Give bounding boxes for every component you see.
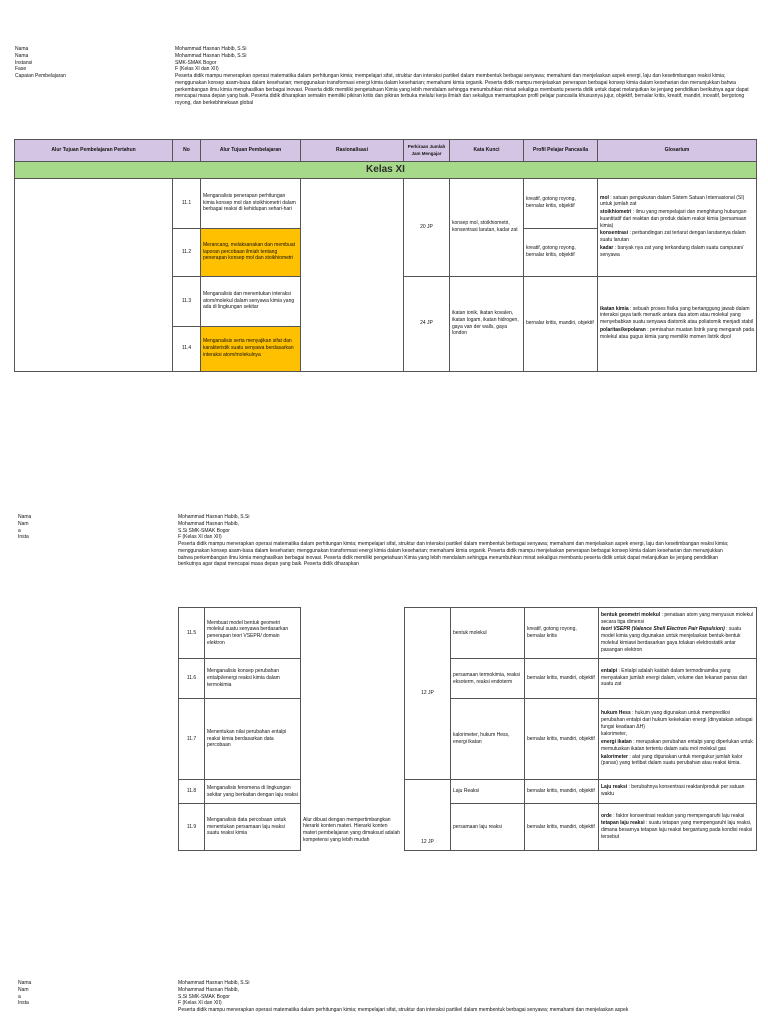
glos-def: : pemisahan muatan listrik yang mengarah pada molekul atau gugus kimia yang memiliki momen listrik dipol (600, 326, 754, 340)
rasional-cell (301, 608, 405, 851)
glos-term: tetapan laju reaksi (601, 820, 645, 827)
row-tujuan: Merancang, melaksanakan dan membuat laporan percobaan ilmiah tentang penerapan konsep mol dan stoikhiometri (201, 228, 301, 276)
row-glosarium (599, 804, 757, 851)
value-nama-2: Mohammad Hasnan Habib, (178, 986, 239, 993)
label-fase: Fase (15, 66, 27, 73)
row-profil: kreatif, gotong royong, bernalar kritis, objektif (524, 178, 598, 228)
glos-def: kalorimeter, (601, 731, 627, 738)
row-tujuan: Menganalisis dan menentukan interaksi atom/molekul dalam senyawa kimia yang ada di lingkungan sekitar (201, 276, 301, 326)
label-nama-2: Nama (15, 52, 29, 59)
row-kata-kunci: Laju Reaksi (451, 780, 525, 804)
value-instansi: S.Si SMK-SMAK Bogor (178, 527, 230, 534)
table-row (179, 699, 757, 780)
value-instansi: S.Si SMK-SMAK Bogor (178, 993, 230, 1000)
glos-def: : alat yang digunakan untuk mengukur jumlah kalor (panas) yang terlibat dalam suatu perubahan atau reaksi kimia. (601, 753, 743, 767)
glos-term: energi ikatan (601, 739, 632, 745)
row-tujuan: Menentukan nilai perubahan entalpi reaksi kimia berdasarkan data percobaan (205, 699, 301, 780)
col-header-profil: Profil Pelajar Pancasila (524, 140, 598, 162)
row-glosarium (599, 659, 757, 699)
atp-table-2 (178, 607, 757, 851)
glos-term: bentuk geometri molekul (601, 611, 661, 618)
row-no: 11.8 (179, 780, 205, 804)
col-header-alur-tujuan: Alur Tujuan Pembelajaran (201, 140, 301, 162)
row-tujuan: Membuat model bentuk geometri molekul suatu senyawa berdasarkan penerapan teori VSEPR/ domain elektron (205, 608, 301, 659)
glos-def: : suatu tetapan yang mempengaruhi laju reaksi, dimana besarnya tetapan laju reaksi bergantung pada kondisi reaksi tersebut (601, 820, 753, 840)
row-glosarium (598, 178, 757, 276)
value-instansi: SMK-SMAK Bogor (175, 59, 217, 66)
row-no: 11.1 (173, 178, 201, 228)
glos-term: konsentrasi (600, 230, 629, 237)
header-block-3 (18, 980, 730, 1014)
col-header-glosarium: Glosarium (598, 140, 757, 162)
alur-pertahun-cell (15, 178, 173, 371)
glos-def: : perbandingan zat terlarut dengan larutannya dalam suatu larutan (600, 230, 746, 244)
label-nam: Nam (18, 986, 29, 993)
row-kata-kunci: konsep mol, stoikhiometri, konsentrasi larutan, kadar zat (450, 178, 524, 276)
glos-def: : banyak nya zat yang terkandung dalam suatu campuran/ senyawa (600, 244, 744, 258)
row-no: 11.2 (173, 228, 201, 276)
row-kata-kunci: bentuk molekul (451, 608, 525, 659)
glos-term: hukum Hess (601, 710, 631, 716)
table-row (179, 780, 757, 804)
row-profil: bernalar kritis, mandiri, objektif (525, 699, 599, 780)
glos-def: : satuan pengukuran dalam Sistem Satuan Internasional (SI) untuk jumlah zat (600, 194, 745, 208)
row-jam: 12 JP (405, 780, 451, 851)
value-fase: F (Kelas XI dan XII) (178, 534, 222, 541)
glos-def: : ilmu yang mempelajari dan menghitung hubungan kuantitatif dari reaktan dan produk dalam reaksi kimia (persamaan kimia) (600, 209, 747, 229)
row-kata-kunci: persamaan laju reaksi (451, 804, 525, 851)
row-glosarium (599, 699, 757, 780)
label-nama: Nama (15, 46, 29, 52)
glos-term: ikatan kimia (600, 305, 629, 312)
row-tujuan: Menganalisis data percobaan untuk menentukan persamaan laju reaksi suatu reaksi kimia (205, 804, 301, 851)
glos-def: : berubahnya konsentrasi reaktan/produk per satuan waktu (601, 784, 745, 797)
capaian-text: Peserta didik mampu menerapkan operasi matematika dalam perhitungan kimia; mempelajari sifat, struktur dan interaksi partikel dalam membentuk berbagai senyawa; memahami dan menjelaskan aspek energi, laju dan kesetimbangan reaksi kimia; menggunakan konsep asam-basa dalam keseharian; menggunakan transformasi energi kimia dalam keseharian; memahami kimia organik. Peserta didik mampu menjelaskan penerapan berbagai konsep kimia dalam keseharian dan menunjukkan bahwa perkembangan ilmu kimia menghasilkan berbagai inovasi. Peserta didik memiliki pengetahuan Kimia yang lebih mendalam sehingga menumbuhkan minat sekaligus membantu peserta didik untuk dapat melanjutkan ke jenjang pendidikan berikutnya agar dapat mencapai masa depan yang baik. Peserta didik diharapkan (178, 541, 729, 568)
row-jam: 12 JP (405, 608, 451, 780)
glos-def: : suatu model kimia yang digunakan untuk menjelaskan bentuk-bentuk molekul kimiawi berdasarkan gaya tolakan elektrostatik antar pasangan elektron (601, 626, 742, 653)
capaian-text: Peserta didik mampu menerapkan operasi matematika dalam perhitungan kimia; mempelajari sifat, struktur dan interaksi partikel dalam membentuk berbagai senyawa; memahami dan menjelaskan aspek (178, 1007, 629, 1013)
glos-def: : Entalpi adalah kaidah dalam termodinamika yang menyatakan jumlah energi dalam, volume dan tekanan panas dari suatu zat (601, 667, 748, 688)
header-block-1 (15, 46, 755, 107)
table-row (179, 608, 757, 659)
label-nama: Nama (18, 980, 32, 986)
glos-term: teori VSEPR (Valence Shell Electron Pair Repulsion) (601, 626, 725, 633)
row-jam: 24 JP (404, 276, 450, 371)
atp-table-1 (14, 139, 757, 372)
row-profil: bernalar kritis, mandiri, objektif (524, 276, 598, 371)
glos-term: kalorimeter (601, 753, 628, 760)
value-nama-2: Mohammad Hasnan Habib, S.Si (175, 52, 247, 59)
glos-def: : penataan atom yang menyusun molekul secara tiga dimensi (601, 611, 754, 625)
row-no: 11.9 (179, 804, 205, 851)
value-nama: Mohammad Hasnan Habib, S.Si (178, 980, 250, 986)
glos-term: orde (601, 812, 612, 819)
label-a: a (18, 993, 21, 1000)
row-tujuan: Menganalisis fenomena di lingkungan sekitar yang berkaitan dengan laju reaksi (205, 780, 301, 804)
row-kata-kunci: persamaan termokimia, reaksi eksoterm, reaksi endoterm (451, 659, 525, 699)
table-row (15, 178, 757, 228)
label-insta: Insta (18, 534, 29, 541)
glos-term: mol (600, 194, 609, 201)
value-nama-2: Mohammad Hasnan Habib, (178, 520, 239, 527)
row-profil: bernalar kritis, mandiri, objektif (525, 804, 599, 851)
glos-def: : sebuah proses fisika yang bertanggung jawab dalam interaksi gaya tarik menarik antara dua atom atau molekul yang menyebabkan suatu senyawa diatomik atau poliatomik menjadi stabil (600, 305, 754, 326)
row-no: 11.7 (179, 699, 205, 780)
row-glosarium (599, 780, 757, 804)
glos-term: stoikhiometri (600, 209, 632, 216)
row-profil: kreatif, gotong royong, bernalar kritis (525, 608, 599, 659)
glos-term: kadar (600, 244, 614, 251)
glos-def: : hukum yang digunakan untuk memprediksi perubahan entalpi dari hukum kekekalan energi (dinyatakan sebagai fungsi keadaan ΔH) (601, 710, 753, 730)
glos-def: : merupakan perubahan entalpi yang diperlukan untuk memutuskan ikatan tertentu dalam satu mol molekul gas (601, 739, 753, 752)
label-a: a (18, 527, 21, 534)
row-kata-kunci: ikatan ionik, ikatan kovalen, ikatan logam, ikatan hidrogen, gaya van der walls, gaya london (450, 276, 524, 371)
row-profil: bernalar kritis, mandiri, objektif (525, 780, 599, 804)
label-instansi: Instansi (15, 59, 33, 66)
label-nama: Nama (18, 514, 32, 520)
label-nam: Nam (18, 520, 29, 527)
col-header-jam: Perkiraan Jumlah Jam Mengajar (404, 140, 450, 162)
header-block-2 (18, 514, 730, 568)
table-row (179, 804, 757, 851)
value-fase: F (Kelas XI dan XII) (178, 1000, 222, 1007)
glos-term: entalpi (601, 667, 618, 674)
row-tujuan: Menganalisis penerapan perhitungan kimia konsep mol dan stoikhiometri dalam berbagai reaksi di kehidupan sehari-hari (201, 178, 301, 228)
row-glosarium (598, 276, 757, 371)
rasional-text: Alur dibuat dengan mempertimbangkan hierarki konten materi. Hierarki konten materi pembelajaran yang dimaksud adalah kompetensi yang lebih mudah (303, 816, 401, 843)
rasional-cell (301, 178, 404, 371)
col-header-alur-pertahun: Alur Tujuan Pembelajaran Pertahun (15, 140, 173, 162)
row-jam: 20 JP (404, 178, 450, 276)
table-row (179, 659, 757, 699)
kelas-label: Kelas XI (15, 162, 757, 179)
col-header-rasionalisasi: Rasionalisasi (301, 140, 404, 162)
glos-term: Laju reaksi (601, 784, 628, 791)
glos-def: : faktor konsentrasi reaktan yang mempengaruhi laju reaksi (611, 812, 745, 819)
col-header-kata-kunci: Kata Kunci (450, 140, 524, 162)
capaian-text: Peserta didik mampu menerapkan operasi matematika dalam perhitungan kimia; mempelajari sifat, struktur dan interaksi partikel dalam membentuk berbagai senyawa; memahami dan menjelaskan aspek energi, laju dan kesetimbangan reaksi kimia; menggunakan konsep asam-basa dalam keseharian; menggunakan transformasi energi kimia dalam keseharian; memahami kimia organik. Peserta didik mampu menjelaskan penerapan berbagai konsep kimia dalam keseharian dan menunjukkan bahwa perkembangan ilmu kimia menghasilkan berbagai inovasi. Peserta didik memiliki pengetahuan Kimia yang lebih mendalam sehingga menumbuhkan minat sekaligus membantu peserta didik untuk dapat melanjutkan ke jenjang pendidikan berikutnya agar dapat mencapai masa depan yang baik. Peserta didik diharapkan semakin memiliki pikiran kritis dan pikiran terbuka melalui kerja ilmiah dan sekaligus memantapkan profil pelajar pancasila khususnya jujur, objektif, bernalar kritis, kreatif, mandiri, inovatif, bergotong royong, dan berkebhinekaan global (175, 73, 749, 106)
label-insta: Insta (18, 1000, 29, 1007)
row-no: 11.5 (179, 608, 205, 659)
row-no: 11.4 (173, 326, 201, 371)
row-profil: bernalar kritis, mandiri, objektif (525, 659, 599, 699)
col-header-no: No (173, 140, 201, 162)
label-capaian: Capaian Pembelajaran (15, 73, 66, 79)
row-no: 11.3 (173, 276, 201, 326)
row-glosarium (599, 608, 757, 659)
glos-term: polaritas/kepolaran (600, 326, 646, 333)
row-tujuan: Menganalisis konsep perubahan entalpi/energi reaksi kimia dalam termokimia (205, 659, 301, 699)
row-profil: kreatif, gotong royong, bernalar kritis, objektif (524, 228, 598, 276)
value-nama: Mohammad Hasnan Habib, S.Si (175, 46, 247, 52)
row-tujuan: Menganalisis serta menyajikan sifat dan karakteristik suatu senyawa berdasarkan interaksi atom/molekulnya (201, 326, 301, 371)
row-kata-kunci: kalorimeter, hukum Hess, energi ikatan (451, 699, 525, 780)
value-nama: Mohammad Hasnan Habib, S.Si (178, 514, 250, 520)
value-fase: F (Kelas XI dan XII) (175, 66, 219, 73)
row-no: 11.6 (179, 659, 205, 699)
